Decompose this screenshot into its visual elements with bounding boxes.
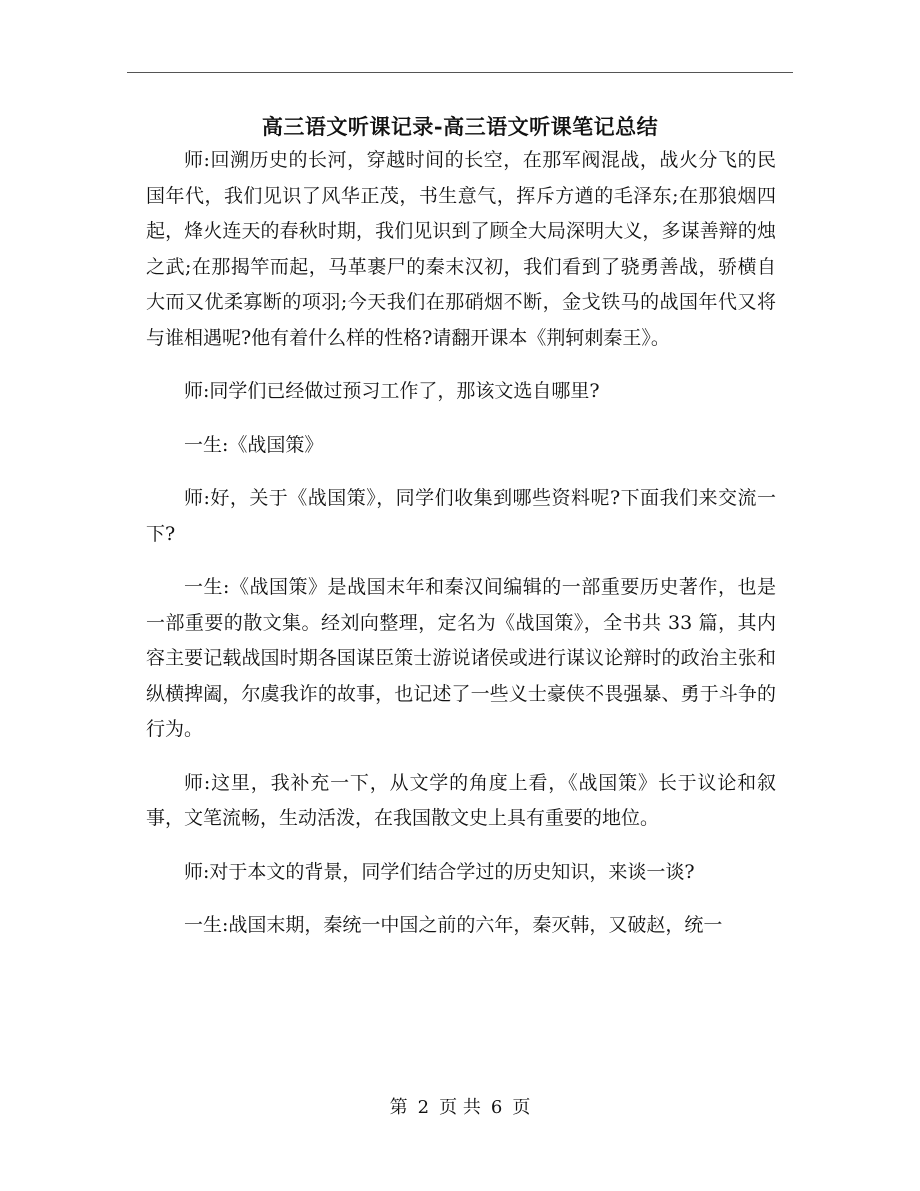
- paragraph-question-source: 师:同学们已经做过预习工作了，那该文选自哪里?: [184, 380, 600, 402]
- footer-middle: 页 共: [439, 1097, 481, 1118]
- document-title: 高三语文听课记录-高三语文听课笔记总结: [261, 114, 659, 139]
- footer-prefix: 第: [389, 1097, 408, 1118]
- paragraph-question-materials: 师:好，关于《战国策》，同学们收集到哪些资料呢?下面我们来交流一下?: [146, 487, 776, 545]
- header-rule: [127, 72, 793, 73]
- paragraph-teacher-supplement: 师:这里，我补充一下，从文学的角度上看，《战国策》长于议论和叙事，文笔流畅，生动活泼，在我国散文史上具有重要的地位。: [146, 771, 776, 829]
- paragraph-answer-source: 一生:《战国策》: [184, 433, 324, 456]
- footer-total-pages: 6: [490, 1097, 503, 1118]
- footer-current-page: 2: [417, 1097, 430, 1118]
- paragraph-question-background: 师:对于本文的背景，同学们结合学过的历史知识，来谈一谈?: [184, 860, 695, 883]
- footer-suffix: 页: [512, 1097, 531, 1118]
- document-body: [146, 143, 776, 962]
- paragraph-answer-background: 一生:战国末期，秦统一中国之前的六年，秦灭韩，又破赵，统一: [184, 914, 723, 936]
- paragraph-answer-materials: 一生:《战国策》是战国末年和秦汉间编辑的一部重要历史著作，也是一部重要的散文集。经刘向整理，定名为《战国策》，全书共 33 篇，其内容主要记载战国时期各国谋臣策士游说诸侯或进行谋议论辩时的政治主张和纵横捭阖，尔虞我诈的故事，也记述了一些义士豪侠不畏强暴、勇于斗争的行为。: [146, 576, 776, 740]
- page-number-footer: [0, 1094, 920, 1122]
- paragraph-intro: 师:回溯历史的长河，穿越时间的长空，在那军阀混战，战火分飞的民国年代，我们见识了风华正茂，书生意气，挥斥方遒的毛泽东;在那狼烟四起，烽火连天的春秋时期，我们见识到了顾全大局深明大义，多谋善辩的烛之武;在那揭竿而起，马革裹尸的秦末汉初，我们看到了骁勇善战，骄横自大而又优柔寡断的项羽;今天我们在那硝烟不断，金戈铁马的战国年代又将与谁相遇呢?他有着什么样的性格?请翻开课本《荆轲刺秦王》。: [146, 149, 776, 349]
